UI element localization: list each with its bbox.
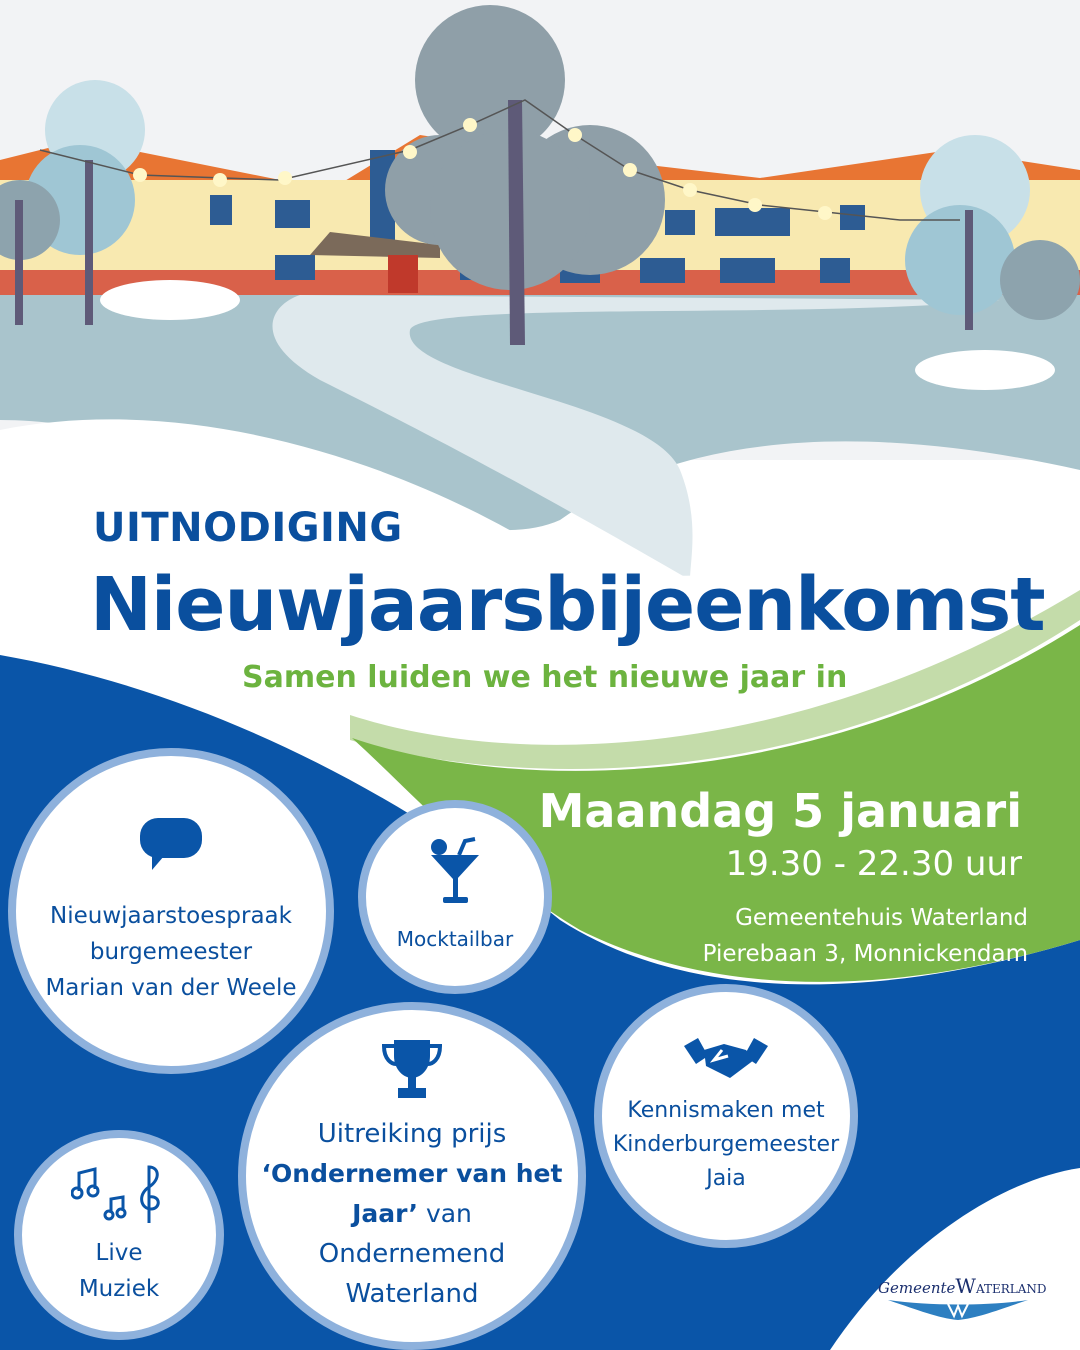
program-text: Jaar’	[352, 1199, 418, 1228]
page-title: Nieuwjaarsbijeenkomst	[90, 562, 1045, 648]
program-text: Waterland	[345, 1279, 479, 1309]
program-text: ‘Ondernemer van het	[261, 1159, 563, 1188]
cocktail-icon	[427, 837, 483, 907]
program-text: Ondernemend	[318, 1239, 506, 1269]
logo-rest: ATERLAND	[975, 1282, 1047, 1296]
event-location	[703, 900, 1028, 972]
program-text: Muziek	[78, 1276, 160, 1302]
music-notes-icon	[71, 1163, 167, 1229]
logo-initial: W	[955, 1274, 976, 1298]
logo-water-emblem	[878, 1296, 1038, 1322]
program-text: Mocktailbar	[396, 927, 514, 951]
program-item-speech	[8, 748, 334, 1074]
program-text: Nieuwjaarstoespraak	[50, 903, 292, 929]
event-date: Maandag 5 januari	[538, 784, 1022, 838]
trophy-icon	[382, 1038, 442, 1100]
program-text: Kennismaken met	[627, 1098, 825, 1123]
gemeente-waterland-logo	[878, 1274, 1047, 1322]
event-time: 19.30 - 22.30 uur	[725, 844, 1022, 884]
program-text: Uitreiking prijs	[317, 1119, 507, 1149]
program-text: burgemeester	[89, 939, 253, 965]
subtitle: Samen luiden we het nieuwe jaar in	[242, 660, 848, 695]
speech-bubble-icon	[138, 816, 204, 872]
handshake-icon	[684, 1036, 768, 1082]
program-text: Jaia	[706, 1166, 746, 1191]
program-item-mocktail	[358, 800, 552, 994]
logo-prefix: Gemeente	[878, 1279, 956, 1297]
program-item-music	[14, 1130, 224, 1340]
event-venue: Gemeentehuis Waterland	[735, 905, 1028, 931]
program-text: van	[418, 1199, 472, 1228]
program-item-award	[238, 1002, 586, 1350]
program-text: Marian van der Weele	[45, 975, 297, 1001]
event-address: Pierebaan 3, Monnickendam	[702, 941, 1028, 967]
program-text: Live	[95, 1240, 143, 1266]
program-text: Kinderburgemeester	[612, 1132, 840, 1157]
invitation-kicker: UITNODIGING	[93, 505, 403, 551]
program-item-handshake	[594, 984, 858, 1248]
